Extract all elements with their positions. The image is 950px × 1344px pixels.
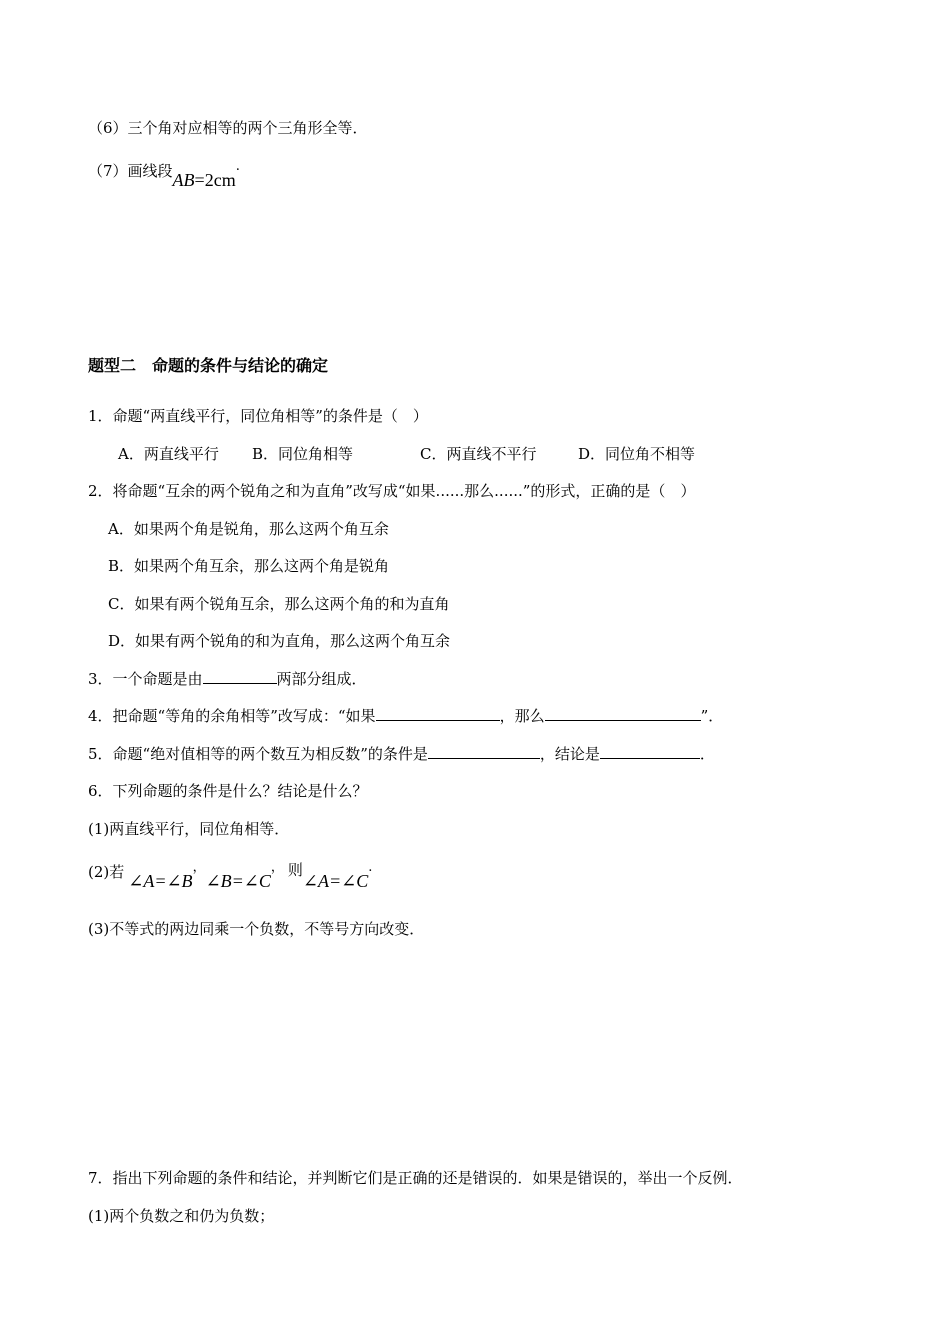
q2-option-d: D．如果有两个锐角的和为直角，那么这两个角互余: [108, 632, 451, 650]
q1-option-d: D．同位角不相等: [578, 445, 696, 463]
q6-part-2: (2)若 ∠A=∠B，∠B=∠C， 则∠A=∠C.: [88, 860, 373, 891]
q2-option-b: B．如果两个角互余，那么这两个角是锐角: [108, 557, 390, 575]
q6-stem: 6．下列命题的条件是什么？结论是什么？: [88, 782, 368, 800]
q2-option-c: C．如果有两个锐角互余，那么这两个角的和为直角: [108, 595, 450, 613]
q4-blank-1[interactable]: [376, 706, 500, 721]
q6-part-2-label: (2)若: [88, 863, 125, 881]
item-6: （6）三个角对应相等的两个三角形全等．: [88, 119, 368, 137]
q1-option-a: A．两直线平行: [118, 445, 219, 463]
item-7-label: （7）画线段: [88, 162, 173, 180]
q6-part-1: (1)两直线平行，同位角相等．: [88, 820, 290, 838]
q4: 4．把命题“等角的余角相等”改写成：“如果 ，那么 ”．: [88, 707, 724, 725]
section-heading: 题型二 命题的条件与结论的确定: [88, 356, 329, 375]
q6-part-3: (3)不等式的两边同乘一个负数，不等号方向改变．: [88, 920, 425, 938]
q1-stem: 1．命题“两直线平行，同位角相等”的条件是（ ）: [88, 407, 428, 425]
q5-blank-2[interactable]: [600, 744, 700, 759]
q1-option-b: B．同位角相等: [252, 445, 354, 463]
q2-stem: 2．将命题“互余的两个锐角之和为直角”改写成“如果......那么......”的形式，正确的是（ ）: [88, 482, 696, 500]
q3-blank[interactable]: [203, 669, 277, 684]
q6-math-2: ∠B=∠C: [205, 871, 271, 891]
q5: 5．命题“绝对值相等的两个数互为相反数”的条件是 ，结论是 ．: [88, 745, 715, 763]
q6-math-1: ∠A=∠B: [128, 871, 193, 891]
q7-stem: 7．指出下列命题的条件和结论，并判断它们是正确的还是错误的．如果是错误的，举出一个反例．: [88, 1169, 743, 1187]
q3: 3．一个命题是由 两部分组成．: [88, 670, 367, 688]
item-7: [88, 157, 240, 190]
q4-blank-2[interactable]: [545, 706, 701, 721]
q2-option-a: A．如果两个角是锐角，那么这两个角互余: [108, 520, 389, 538]
q1-option-c: C．两直线不平行: [420, 445, 537, 463]
q5-blank-1[interactable]: [428, 744, 540, 759]
q1-options: [118, 444, 695, 464]
item-7-math: AB=2cm: [172, 170, 236, 190]
q6-then: 则: [287, 861, 303, 879]
q7-part-1: (1)两个负数之和仍为负数；: [88, 1207, 275, 1225]
item-7-dot: .: [235, 159, 240, 174]
q6-math-3: ∠A=∠C: [302, 871, 369, 891]
